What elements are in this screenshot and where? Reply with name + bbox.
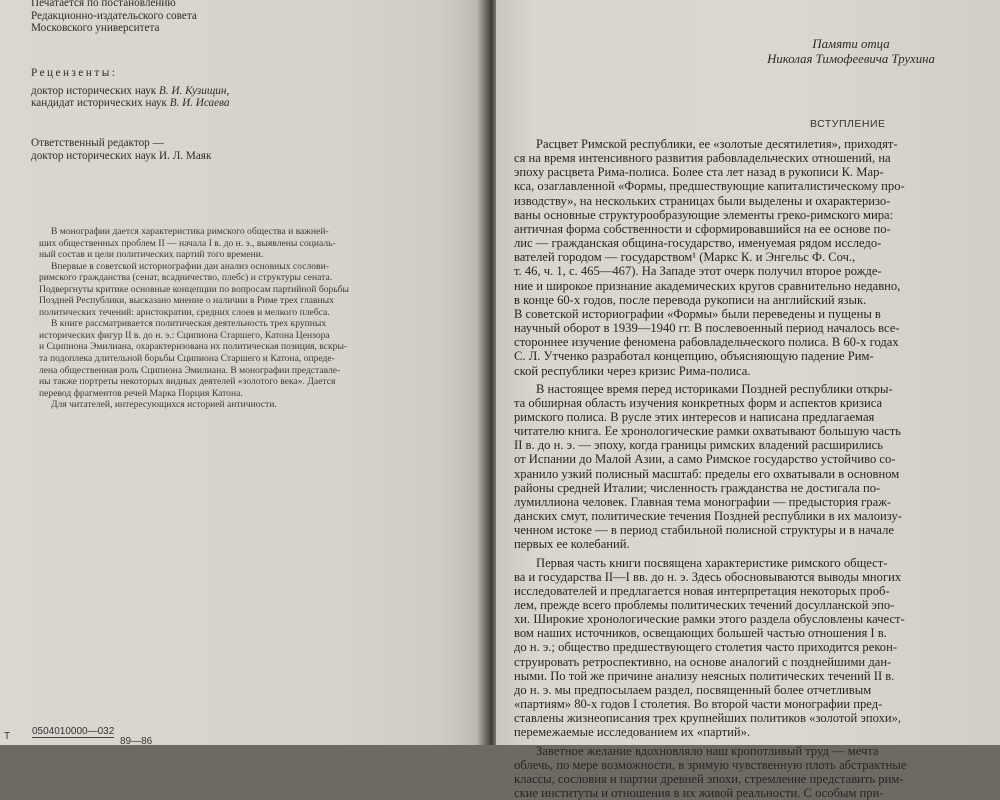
abstract-line: римского гражданства (сенат, всадничество, плебс) и структуры сената. bbox=[39, 272, 333, 284]
body-line: первых ее колебаний. bbox=[514, 537, 630, 552]
reviewer-name: В. И. Кузищин, bbox=[159, 84, 230, 97]
body-line: классы, сословия и партии древней эпохи, стремление представить рим- bbox=[514, 771, 904, 786]
abstract-line: политических течений: аристократии, средних слоев и мелкого плебса. bbox=[39, 306, 330, 318]
dedication bbox=[736, 37, 966, 67]
body-line: ся на время интенсивного развития рабовладельческих отношений, на bbox=[514, 151, 891, 166]
abstract-line: ны также портреты некоторых видных деятелей «золотого века». Дается bbox=[39, 376, 336, 388]
reviewer-title: доктор исторических наук bbox=[31, 84, 160, 97]
abstract-line: и Сципиона Эмилиана, охарактеризована их политическая позиция, вскры- bbox=[39, 341, 348, 353]
body-line: изводству», на нескольких страницах были выделены и охарактеризо- bbox=[514, 193, 891, 208]
body-line: Расцвет Римской республики, ее «золотые десятилетия», приходят- bbox=[536, 137, 898, 151]
body-line: римского полиса. В русле этих интересов и написана предлагаемая bbox=[514, 409, 875, 424]
body-line: ными. По той же причине анализу неясных политических течений II в. bbox=[514, 668, 895, 683]
body-line: хи. Широкие хронологические рамки этого раздела обусловлены качест- bbox=[514, 612, 905, 627]
body-line: читателю книга. Ее хронологические рамки охватывают большую часть bbox=[514, 424, 901, 439]
imprint-line: Печатается по постановлению bbox=[31, 0, 176, 9]
abstract-line: исторических фигур II в. до н. э.: Сципиона Старшего, Катона Цензора bbox=[39, 329, 330, 341]
editor-line: доктор исторических наук И. Л. Маяк bbox=[31, 149, 212, 162]
reviewer-line bbox=[31, 97, 229, 110]
left-page bbox=[0, 0, 482, 745]
body-line: лис — гражданская община-государство, именуемая рядом исследо- bbox=[514, 236, 882, 251]
body-line: районы средней Италии; численность гражданства не достигала по- bbox=[514, 480, 881, 495]
dedication-line: Памяти отца bbox=[812, 37, 890, 51]
right-page bbox=[496, 0, 1000, 800]
body-line: В советской историографии «Формы» были переведены и пущены в bbox=[514, 306, 881, 321]
body-line: лем, прежде всего проблемы политических течений досулланской эпо- bbox=[514, 598, 895, 612]
body-line: от Испании до Малой Азии, а само Римское государство устойчиво со- bbox=[514, 452, 896, 467]
chapter-heading: ВСТУПЛЕНИЕ bbox=[810, 118, 886, 130]
abstract-line: та подоплека длительной борьбы Сципиона Старшего и Катона, опреде- bbox=[39, 353, 335, 365]
body-line: струировать ретроспективно, на основе аналогий с позднейшими дан- bbox=[514, 654, 892, 669]
body-line: до н. э.; общество предшествующего столетия часто приходится рекон- bbox=[514, 640, 898, 655]
editor-line: Ответственный редактор — bbox=[31, 137, 164, 149]
abstract-line: ный состав и цели политических партий того времени. bbox=[39, 249, 264, 261]
body-line: хранило узкий полисный масштаб: пределы его охватывали в основном bbox=[514, 466, 900, 481]
body-line: перемежаемые исследованием их «партий». bbox=[514, 725, 751, 740]
reviewer-title: кандидат исторических наук bbox=[31, 97, 170, 110]
reviewers-heading: Рецензенты: bbox=[31, 67, 118, 79]
body-line: вателей городом — государством¹ (Маркс К. и Энгельс Ф. Соч., bbox=[514, 250, 856, 265]
body-line: т. 46, ч. 1, с. 465—467). На Западе этот очерк получил второе рожде- bbox=[514, 264, 882, 279]
body-line: ские институты и отношения в их живой реальности. С особым при- bbox=[514, 786, 884, 800]
body-line: Заветное желание вдохновляло наш кропотливый труд — мечта bbox=[536, 743, 879, 758]
body-line: исследователей и предлагается новая интерпретация некоторых проб- bbox=[514, 583, 890, 598]
reviewers-block bbox=[31, 67, 229, 110]
abstract-line: Впервые в советской историографии дан анализ основных сослови- bbox=[51, 260, 329, 272]
body-line: В настоящее время перед историками Поздней республики откры- bbox=[536, 381, 893, 396]
abstract-line: В книге рассматривается политическая деятельность трех крупных bbox=[51, 318, 327, 330]
abstract-line: перевод фрагментов речей Марка Порция Катона. bbox=[39, 387, 243, 399]
footer-letter: Т bbox=[4, 731, 11, 742]
abstract-line: ших общественных проблем II — начала I в. до н. э., выявлены социаль- bbox=[39, 237, 336, 249]
body-line: «партиям» 80-х годов I столетия. Во второй части монографии пред- bbox=[514, 697, 883, 712]
abstract-line: лена общественная роль Сципиона Эмилиана. В монографии представле- bbox=[39, 364, 341, 376]
body-line: ние и широкое признание академических кругов сравнительно недавно, bbox=[514, 278, 901, 293]
body-line: до н. э. мы предпосылаем раздел, посвященный более отчетливым bbox=[514, 682, 872, 697]
imprint-line: Редакционно-издательского совета bbox=[31, 9, 197, 22]
reviewer-name: В. И. Исаева bbox=[169, 97, 230, 110]
body-line: античная форма собственности и сформировавшийся на ее основе по- bbox=[514, 221, 891, 236]
body-line: та обширная область изучения конкретных форм и аспектов кризиса bbox=[514, 395, 883, 410]
body-line: Первая часть книги посвящена характеристике римского общест- bbox=[536, 555, 888, 570]
body-line: данских смут, политические течения Поздней республики в их малоизу- bbox=[514, 509, 902, 524]
imprint-line: Московского университета bbox=[31, 22, 160, 35]
body-line: ставлены жизнеописания трех крупнейших политиков «золотой эпохи», bbox=[514, 711, 902, 726]
body-line: ва и государства II—I вв. до н. э. Здесь обосновываются выводы многих bbox=[514, 569, 902, 584]
chapter-body bbox=[514, 137, 906, 800]
abstract-line: Для читателей, интересующихся историей античности. bbox=[51, 399, 277, 411]
body-line: ваны основные структурообразующие элементы греко-римского мира: bbox=[514, 207, 894, 222]
body-line: С. Л. Утченко разработал концепцию, объясняющую падение Рим- bbox=[514, 349, 874, 364]
reviewer-line bbox=[31, 85, 229, 98]
body-line: ской республики через кризис Рима-полиса. bbox=[514, 363, 751, 378]
footer-number: 89—86 bbox=[120, 736, 153, 747]
body-line: лумиллиона человек. Главная тема монографии — предыстория граж- bbox=[514, 494, 892, 509]
imprint-block bbox=[31, 0, 197, 35]
editor-block bbox=[31, 137, 211, 162]
body-line: кса, озаглавленной «Формы, предшествующие капиталистическому про- bbox=[514, 179, 905, 194]
body-line: вом наших источников, освещающих большей частью отношения I в. bbox=[514, 626, 887, 641]
body-line: облечь, по мере возможности, в зримую чувственную плоть абстрактные bbox=[514, 757, 907, 772]
body-line: эпоху расцвета Рима-полиса. Более ста лет назад в рукописи К. Мар- bbox=[514, 165, 884, 180]
abstract-block bbox=[39, 226, 349, 411]
footer-code: 0504010000—032 bbox=[32, 726, 115, 737]
abstract-line: Поздней Республики, высказано мнение о наличии в Риме трех главных bbox=[39, 295, 334, 307]
body-line: II в. до н. э. — эпоху, когда границы римских владений расширились bbox=[514, 438, 883, 453]
dedication-line: Николая Тимофеевича Трухина bbox=[767, 52, 935, 66]
abstract-line: В монографии дается характеристика римского общества и важней- bbox=[51, 226, 329, 237]
body-line: ченном истоке — в период стабильной полисной структуры и в начале bbox=[514, 523, 895, 538]
body-line: научный оборот в 1939—1940 гг. В послевоенный период началось все- bbox=[514, 321, 900, 336]
abstract-line: Подвергнуты критике основные концепции по вопросам партийной борьбы bbox=[39, 283, 350, 295]
body-line: в конце 60-х годов, после перевода рукописи на английский язык. bbox=[514, 292, 867, 307]
body-line: стороннее изучение феномена рабовладельческого полиса. В 60-х годах bbox=[514, 335, 899, 350]
